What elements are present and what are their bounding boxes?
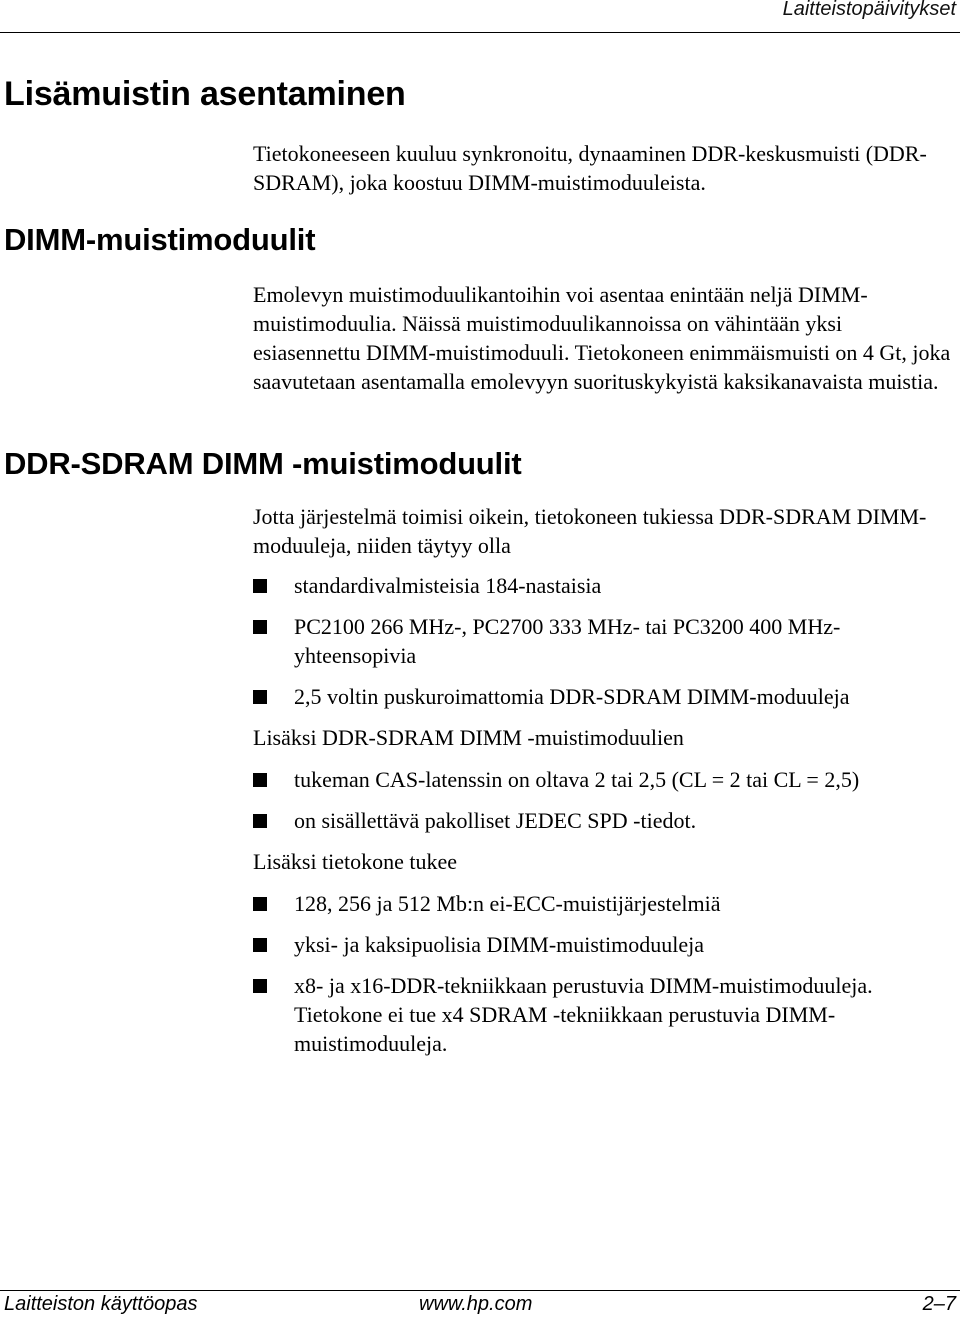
footer-rule [0,1290,960,1291]
square-bullet-icon [253,897,267,911]
list-item-text: 128, 256 ja 512 Mb:n ei-ECC-muistijärjestelmiä [294,891,721,916]
dimm-paragraph: Emolevyn muistimoduulikantoihin voi asentaa enintään neljä DIMM-muistimoduulia. Näissä muistimoduulikannoissa on vähintään yksi esiasennettu DIMM-muistimoduuli. Tietokoneen enimmäismuisti on 4 Gt, joka saavutetaan asentamalla emolevyyn suorituskykyistä kaksikanavaista muistia. [253,282,951,394]
list-item-text: x8- ja x16-DDR-tekniikkaan perustuvia DIMM-muistimoduuleja. Tietokone ei tue x4 SDRAM -tekniikkaan perustuvia DIMM-muistimoduuleja. [294,973,873,1056]
list-item [253,806,943,835]
list-item-text: PC2100 266 MHz-, PC2700 333 MHz- tai PC3200 400 MHz-yhteensopivia [294,614,841,668]
list-item [253,765,943,794]
footer-url[interactable]: www.hp.com [419,1293,533,1315]
square-bullet-icon [253,979,267,993]
dimm-heading: DIMM-muistimoduulit [4,222,316,257]
list-item [253,889,943,918]
ddr-lead-2: Lisäksi DDR-SDRAM DIMM -muistimoduulien [253,725,684,750]
square-bullet-icon [253,773,267,787]
footer-doc-title: Laitteiston käyttöopas [4,1293,198,1315]
list-item-text: 2,5 voltin puskuroimattomia DDR-SDRAM DIMM-moduuleja [294,684,850,709]
ddr-heading: DDR-SDRAM DIMM -muistimoduulit [4,446,522,481]
square-bullet-icon [253,690,267,704]
list-item [253,612,943,670]
square-bullet-icon [253,620,267,634]
intro-paragraph: Tietokoneeseen kuuluu synkronoitu, dynaaminen DDR-keskusmuisti (DDR-SDRAM), joka koostuu DIMM-muistimoduuleista. [253,141,927,195]
list-item [253,930,943,959]
header-rule [0,32,960,33]
page-number: 2–7 [922,1293,956,1315]
list-item [253,971,943,1058]
square-bullet-icon [253,579,267,593]
running-header: Laitteistopäivitykset [782,0,956,20]
list-item-text: on sisällettävä pakolliset JEDEC SPD -tiedot. [294,808,697,833]
list-item-text: tukeman CAS-latenssin on oltava 2 tai 2,5 (CL = 2 tai CL = 2,5) [294,767,860,792]
list-item-text: yksi- ja kaksipuolisia DIMM-muistimoduuleja [294,932,705,957]
square-bullet-icon [253,938,267,952]
list-item [253,571,943,600]
section-title: Lisämuistin asentaminen [4,75,406,113]
list-item [253,682,943,711]
ddr-lead-1: Jotta järjestelmä toimisi oikein, tietokoneen tukiessa DDR-SDRAM DIMM-moduuleja, niiden täytyy olla [253,504,927,558]
list-item-text: standardivalmisteisia 184-nastaisia [294,573,602,598]
square-bullet-icon [253,814,267,828]
ddr-lead-3: Lisäksi tietokone tukee [253,849,458,874]
